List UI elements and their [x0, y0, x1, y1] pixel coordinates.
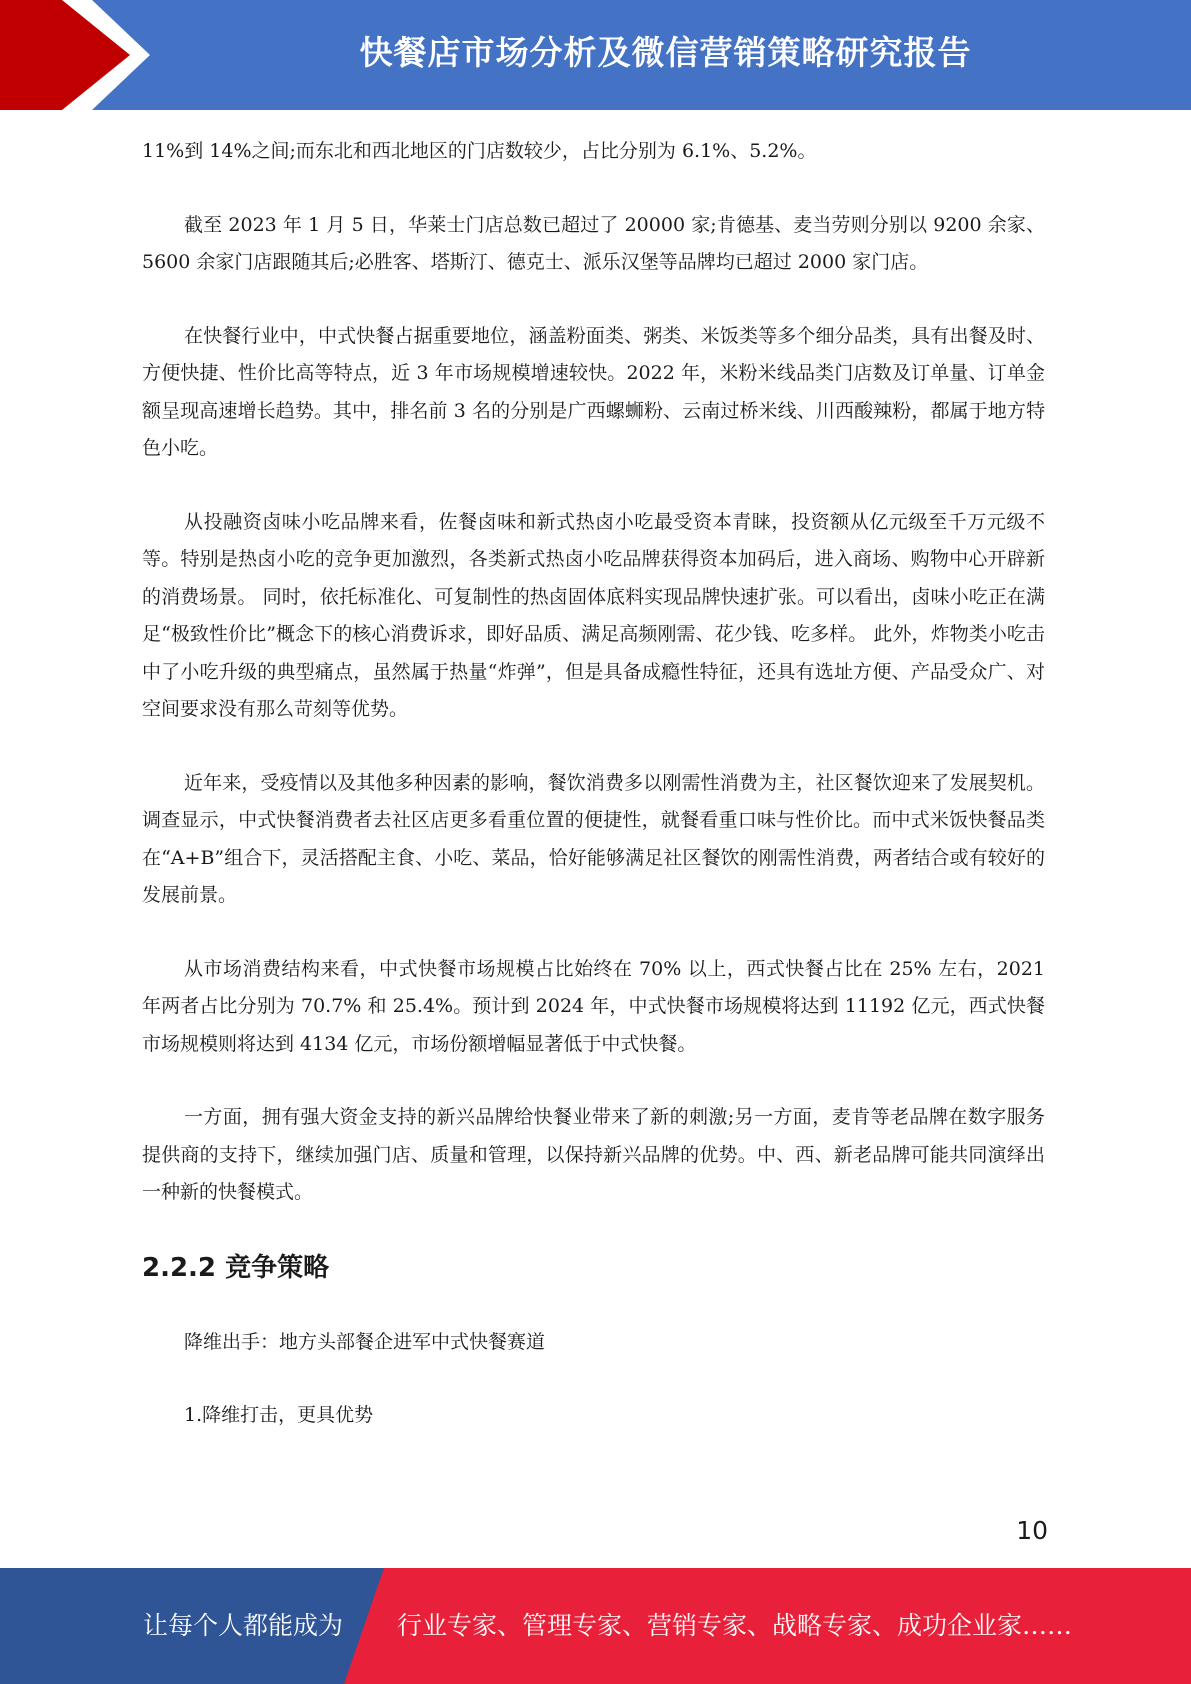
- footer-slogan-right: 行业专家、管理专家、营销专家、战略专家、成功企业家……: [397, 1611, 1073, 1640]
- paragraph: 从市场消费结构来看，中式快餐市场规模占比始终在 70% 以上，西式快餐占比在 25% 左右，2021 年两者占比分别为 70.7% 和 25.4%。预计到 2024 年，中式快餐市场规模将达到 11192 亿元，西式快餐市场规模则将达到 4134 亿元，市场份额增幅显著低于中式快餐。: [142, 957, 1045, 1055]
- document-body: [142, 133, 1045, 1435]
- header-title: 快餐店市场分析及微信营销策略研究报告: [359, 33, 972, 72]
- paragraph: 近年来，受疫情以及其他多种因素的影响，餐饮消费多以刚需性消费为主，社区餐饮迎来了发展契机。调查显示，中式快餐消费者去社区店更多看重位置的便捷性，就餐看重口味与性价比。而中式米饭快餐品类在“A+B”组合下，灵活搭配主食、小吃、菜品，恰好能够满足社区餐饮的刚需性消费，两者结合或有较好的发展前景。: [142, 771, 1045, 906]
- page-number: 10: [1016, 1516, 1048, 1545]
- paragraph: 11%到 14%之间;而东北和西北地区的门店数较少，占比分别为 6.1%、5.2%。: [142, 140, 817, 162]
- paragraph: 一方面，拥有强大资金支持的新兴品牌给快餐业带来了新的刺激;另一方面，麦肯等老品牌在数字服务提供商的支持下，继续加强门店、质量和管理，以保持新兴品牌的优势。中、西、新老品牌可能共同演绎出一种新的快餐模式。: [142, 1106, 1045, 1203]
- section-line: 降维出手：地方头部餐企进军中式快餐赛道: [184, 1330, 546, 1353]
- page-header: [0, 0, 1191, 110]
- paragraph: 在快餐行业中，中式快餐占据重要地位，涵盖粉面类、粥类、米饭类等多个细分品类，具有出餐及时、方便快捷、性价比高等特点，近 3 年市场规模增速较快。2022 年，米粉米线品类门店数及订单量、订单金额呈现高速增长趋势。其中，排名前 3 名的分别是广西螺蛳粉、云南过桥米线、川西酸辣粉，都属于地方特色小吃。: [142, 324, 1045, 459]
- paragraph: 从投融资卤味小吃品牌来看，佐餐卤味和新式热卤小吃最受资本青睐，投资额从亿元级至千万元级不等。特别是热卤小吃的竞争更加激烈，各类新式热卤小吃品牌获得资本加码后，进入商场、购物中心开辟新的消费场景。 同时，依托标准化、可复制性的热卤固体底料实现品牌快速扩张。可以看出，卤味小吃正在满足“极致性价比”概念下的核心消费诉求，即好品质、满足高频刚需、花少钱、吃多样。 此外，炸物类小吃击中了小吃升级的典型痛点，虽然属于热量“炸弹”，但是具备成瘾性特征，还具有选址方便、产品受众广、对空间要求没有那么苛刻等优势。: [142, 510, 1045, 720]
- footer-slogan-left: 让每个人都能成为: [143, 1611, 344, 1640]
- section-heading: 2.2.2 竞争策略: [142, 1252, 330, 1283]
- page-footer: [0, 1568, 1191, 1684]
- paragraph: 截至 2023 年 1 月 5 日，华莱士门店总数已超过了 20000 家;肯德基、麦当劳则分别以 9200 余家、5600 余家门店跟随其后;必胜客、塔斯汀、德克士、派乐汉堡等品牌均已超过 2000 家门店。: [142, 213, 1045, 273]
- section-line: 1.降维打击，更具优势: [184, 1404, 374, 1426]
